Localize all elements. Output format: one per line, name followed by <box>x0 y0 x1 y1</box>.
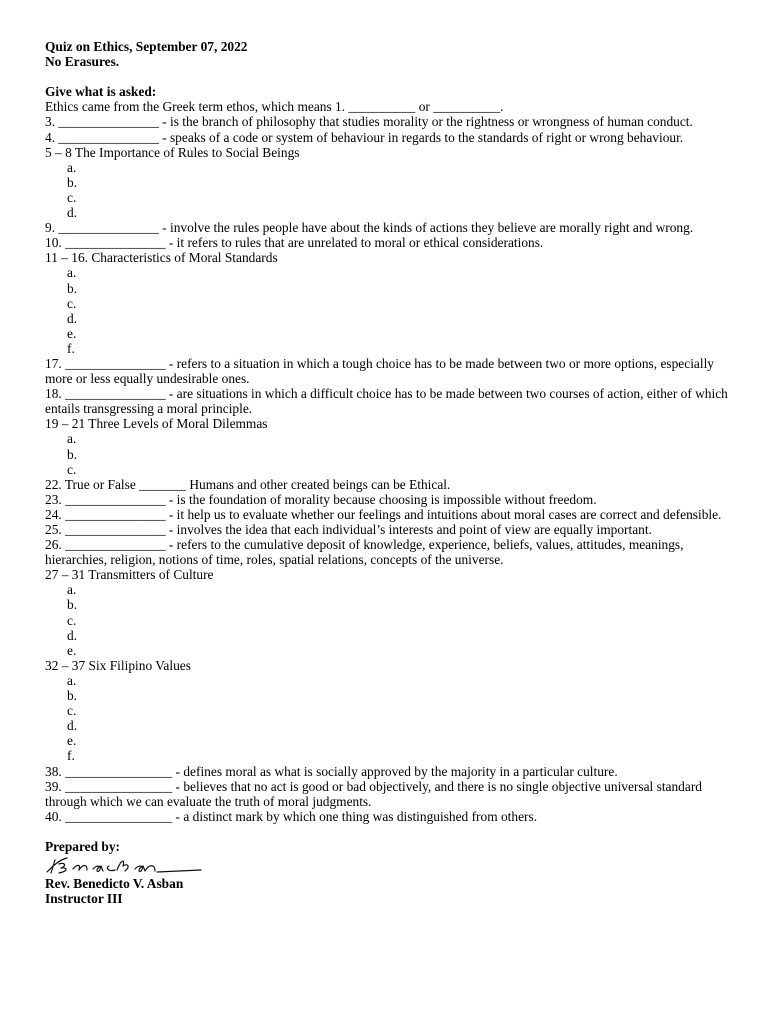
question-item: 26. _______________ - refers to the cumulative deposit of knowledge, experience, beliefs, values, attitudes, meanings, hierarchies, religion, notions of time, roles, spatial relations, concepts of the universe. <box>45 537 684 568</box>
answer-line: b. <box>67 688 78 704</box>
answer-line: b. <box>67 446 78 462</box>
quiz-document <box>45 39 735 906</box>
prepared-by-block <box>45 839 735 906</box>
question-item: 10. _______________ - it refers to rules that are unrelated to moral or ethical considerations. <box>45 235 544 251</box>
prepared-by-label: Prepared by: <box>45 838 121 854</box>
answer-line: a. <box>67 265 77 281</box>
answer-line: c. <box>67 703 77 719</box>
question-item: 23. _______________ - is the foundation of morality because choosing is impossible without freedom. <box>45 491 597 507</box>
answer-line: e. <box>67 642 77 658</box>
answer-line: d. <box>67 310 78 326</box>
answer-line: b. <box>67 174 78 190</box>
question-item: 40. ________________ - a distinct mark by which one thing was distinguished from others. <box>45 808 538 824</box>
answer-line: c. <box>67 461 77 477</box>
question-item: 27 – 31 Transmitters of Culture <box>45 567 214 583</box>
question-item: 3. _______________ - is the branch of philosophy that studies morality or the rightness or wrongness of human conduct. <box>45 114 693 130</box>
question-item: 32 – 37 Six Filipino Values <box>45 657 191 673</box>
question-item: Ethics came from the Greek term ethos, which means 1. __________ or __________. <box>45 99 504 115</box>
question-item: 17. _______________ - refers to a situation in which a tough choice has to be made between two or more options, especially more or less equally undesirable ones. <box>45 355 714 387</box>
answer-line: c. <box>67 612 77 628</box>
question-item: 25. _______________ - involves the idea that each individual’s interests and point of view are equally important. <box>45 522 652 537</box>
question-item: 11 – 16. Characteristics of Moral Standards <box>45 250 278 266</box>
answer-line: e. <box>67 733 77 749</box>
spacer <box>45 69 735 84</box>
quiz-note: No Erasures. <box>45 54 120 70</box>
answer-line: d. <box>67 718 78 734</box>
instructor-position: Instructor III <box>45 891 123 907</box>
question-item: 9. _______________ - involve the rules people have about the kinds of actions they believe are morally right and wrong. <box>45 220 694 236</box>
answer-line: a. <box>67 159 77 175</box>
answer-line: d. <box>67 205 78 221</box>
question-item: 4. _______________ - speaks of a code or system of behaviour in regards to the standards of right or wrong behaviour. <box>45 129 684 145</box>
question-item: 22. True or False _______ Humans and other created beings can be Ethical. <box>45 476 451 492</box>
question-item: 18. _______________ - are situations in which a difficult choice has to be made between two courses of action, either of which entails transgressing a moral principle. <box>45 386 728 417</box>
instructor-name: Rev. Benedicto V. Asban <box>45 875 184 891</box>
instructions: Give what is asked: <box>45 84 157 100</box>
answer-line: a. <box>67 582 77 598</box>
question-item: 39. ________________ - believes that no act is good or bad objectively, and there is no single objective universal standard through which we can evaluate the truth of moral judgments. <box>45 778 702 809</box>
answer-line: a. <box>67 431 77 447</box>
answer-line: b. <box>67 280 78 296</box>
answer-line: e. <box>67 325 77 341</box>
quiz-title: Quiz on Ethics, September 07, 2022 <box>45 39 248 54</box>
question-item: 5 – 8 The Importance of Rules to Social Beings <box>45 144 300 160</box>
answer-line: d. <box>67 627 78 643</box>
answer-line: c. <box>67 189 77 205</box>
question-list <box>45 99 735 824</box>
question-item: 24. _______________ - it help us to evaluate whether our feelings and intuitions about moral cases are correct and defensible. <box>45 506 722 522</box>
question-item: 38. ________________ - defines moral as what is socially approved by the majority in a particular culture. <box>45 763 618 779</box>
answer-line: f. <box>67 340 75 356</box>
answer-line: c. <box>67 295 77 311</box>
signature-image <box>45 854 735 876</box>
answer-line: f. <box>67 748 75 764</box>
answer-line: b. <box>67 597 78 613</box>
question-item: 19 – 21 Three Levels of Moral Dilemmas <box>45 416 268 432</box>
answer-line: a. <box>67 672 77 688</box>
